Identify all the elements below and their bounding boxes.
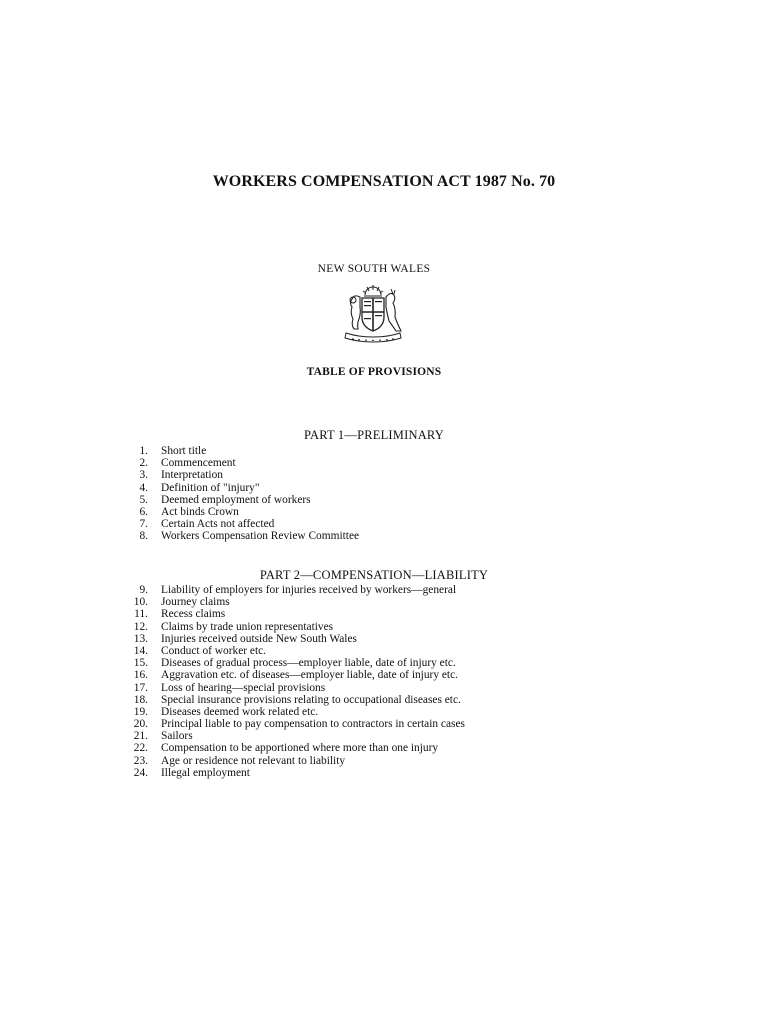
provision-number: 2. (139, 457, 148, 470)
provision-number: 1. (139, 445, 148, 457)
provision-item (128, 469, 359, 481)
provision-title: Injuries received outside New South Wales (161, 632, 357, 645)
part-2-heading: PART 2—COMPENSATION—LIABILITY (259, 568, 489, 582)
provision-title: Aggravation etc. of diseases—employer liable, date of injury etc. (161, 669, 459, 682)
provision-item (128, 718, 465, 730)
provision-number: 22. (133, 742, 148, 755)
provision-item (128, 457, 359, 469)
provision-title: Recess claims (161, 608, 226, 621)
provision-title: Special insurance provisions relating to occupational diseases etc. (161, 693, 461, 706)
provision-title: Age or residence not relevant to liability (161, 754, 346, 767)
provision-title: Loss of hearing—special provisions (161, 681, 326, 694)
provision-item (128, 482, 359, 494)
provision-number: 20. (133, 718, 148, 731)
provision-title: Act binds Crown (161, 505, 239, 518)
provision-number: 24. (133, 766, 148, 779)
provision-title: Sailors (161, 730, 193, 743)
provision-number: 19. (133, 705, 148, 718)
provision-title: Claims by trade union representatives (161, 620, 334, 633)
table-of-provisions-heading: TABLE OF PROVISIONS (306, 366, 442, 378)
provision-item (128, 633, 465, 645)
part-1-provisions-list (128, 445, 359, 543)
provision-item (128, 494, 359, 506)
provision-title: Liability of employers for injuries received by workers—general (161, 584, 457, 596)
provision-number: 21. (133, 730, 148, 743)
provision-item (128, 506, 359, 518)
provision-number: 15. (133, 657, 148, 670)
provision-number: 10. (133, 596, 148, 609)
provision-title: Diseases deemed work related etc. (161, 705, 319, 718)
provision-title: Principal liable to pay compensation to contractors in certain cases (161, 718, 465, 731)
provision-item (128, 621, 465, 633)
provision-item (128, 669, 465, 681)
provision-item (128, 742, 465, 754)
provision-title: Diseases of gradual process—employer liable, date of injury etc. (161, 657, 456, 670)
provision-item (128, 518, 359, 530)
provision-number: 11. (134, 608, 148, 621)
provision-number: 8. (139, 530, 148, 543)
provision-title: Certain Acts not affected (161, 518, 275, 531)
provision-number: 7. (139, 518, 148, 531)
provision-item (128, 596, 465, 608)
provision-item (128, 694, 465, 706)
provision-item (128, 730, 465, 742)
provision-title: Compensation to be apportioned where more than one injury (161, 742, 439, 755)
provision-number: 14. (133, 644, 148, 657)
provision-title: Interpretation (161, 469, 223, 482)
coat-of-arms-icon (338, 281, 408, 345)
provision-number: 6. (139, 505, 148, 518)
provision-title: Commencement (161, 457, 236, 470)
provision-item (128, 755, 465, 767)
provision-number: 18. (133, 693, 148, 706)
provision-title: Definition of "injury" (161, 481, 260, 494)
provision-number: 9. (139, 584, 148, 596)
state-name: NEW SOUTH WALES (317, 263, 431, 275)
part-2-provisions-list (128, 584, 465, 779)
provision-item (128, 584, 465, 596)
provision-number: 12. (133, 620, 148, 633)
part-1-heading: PART 1—PRELIMINARY (303, 428, 445, 442)
provision-title: Illegal employment (161, 766, 250, 779)
provision-item (128, 645, 465, 657)
provision-number: 16. (133, 669, 148, 682)
provision-number: 4. (139, 481, 148, 494)
provision-title: Conduct of worker etc. (161, 644, 267, 657)
provision-number: 17. (133, 681, 148, 694)
provision-item (128, 657, 465, 669)
provision-item (128, 445, 359, 457)
provision-item (128, 530, 359, 542)
provision-title: Journey claims (161, 596, 230, 609)
provision-number: 23. (133, 754, 148, 767)
provision-item (128, 767, 465, 779)
provision-item (128, 706, 465, 718)
document-title: WORKERS COMPENSATION ACT 1987 No. 70 (212, 173, 556, 190)
provision-item (128, 608, 465, 620)
provision-number: 3. (139, 469, 148, 482)
provision-title: Short title (161, 445, 207, 457)
provision-number: 13. (133, 632, 148, 645)
provision-item (128, 682, 465, 694)
provision-number: 5. (139, 493, 148, 506)
provision-title: Deemed employment of workers (161, 493, 311, 506)
provision-title: Workers Compensation Review Committee (161, 530, 360, 543)
